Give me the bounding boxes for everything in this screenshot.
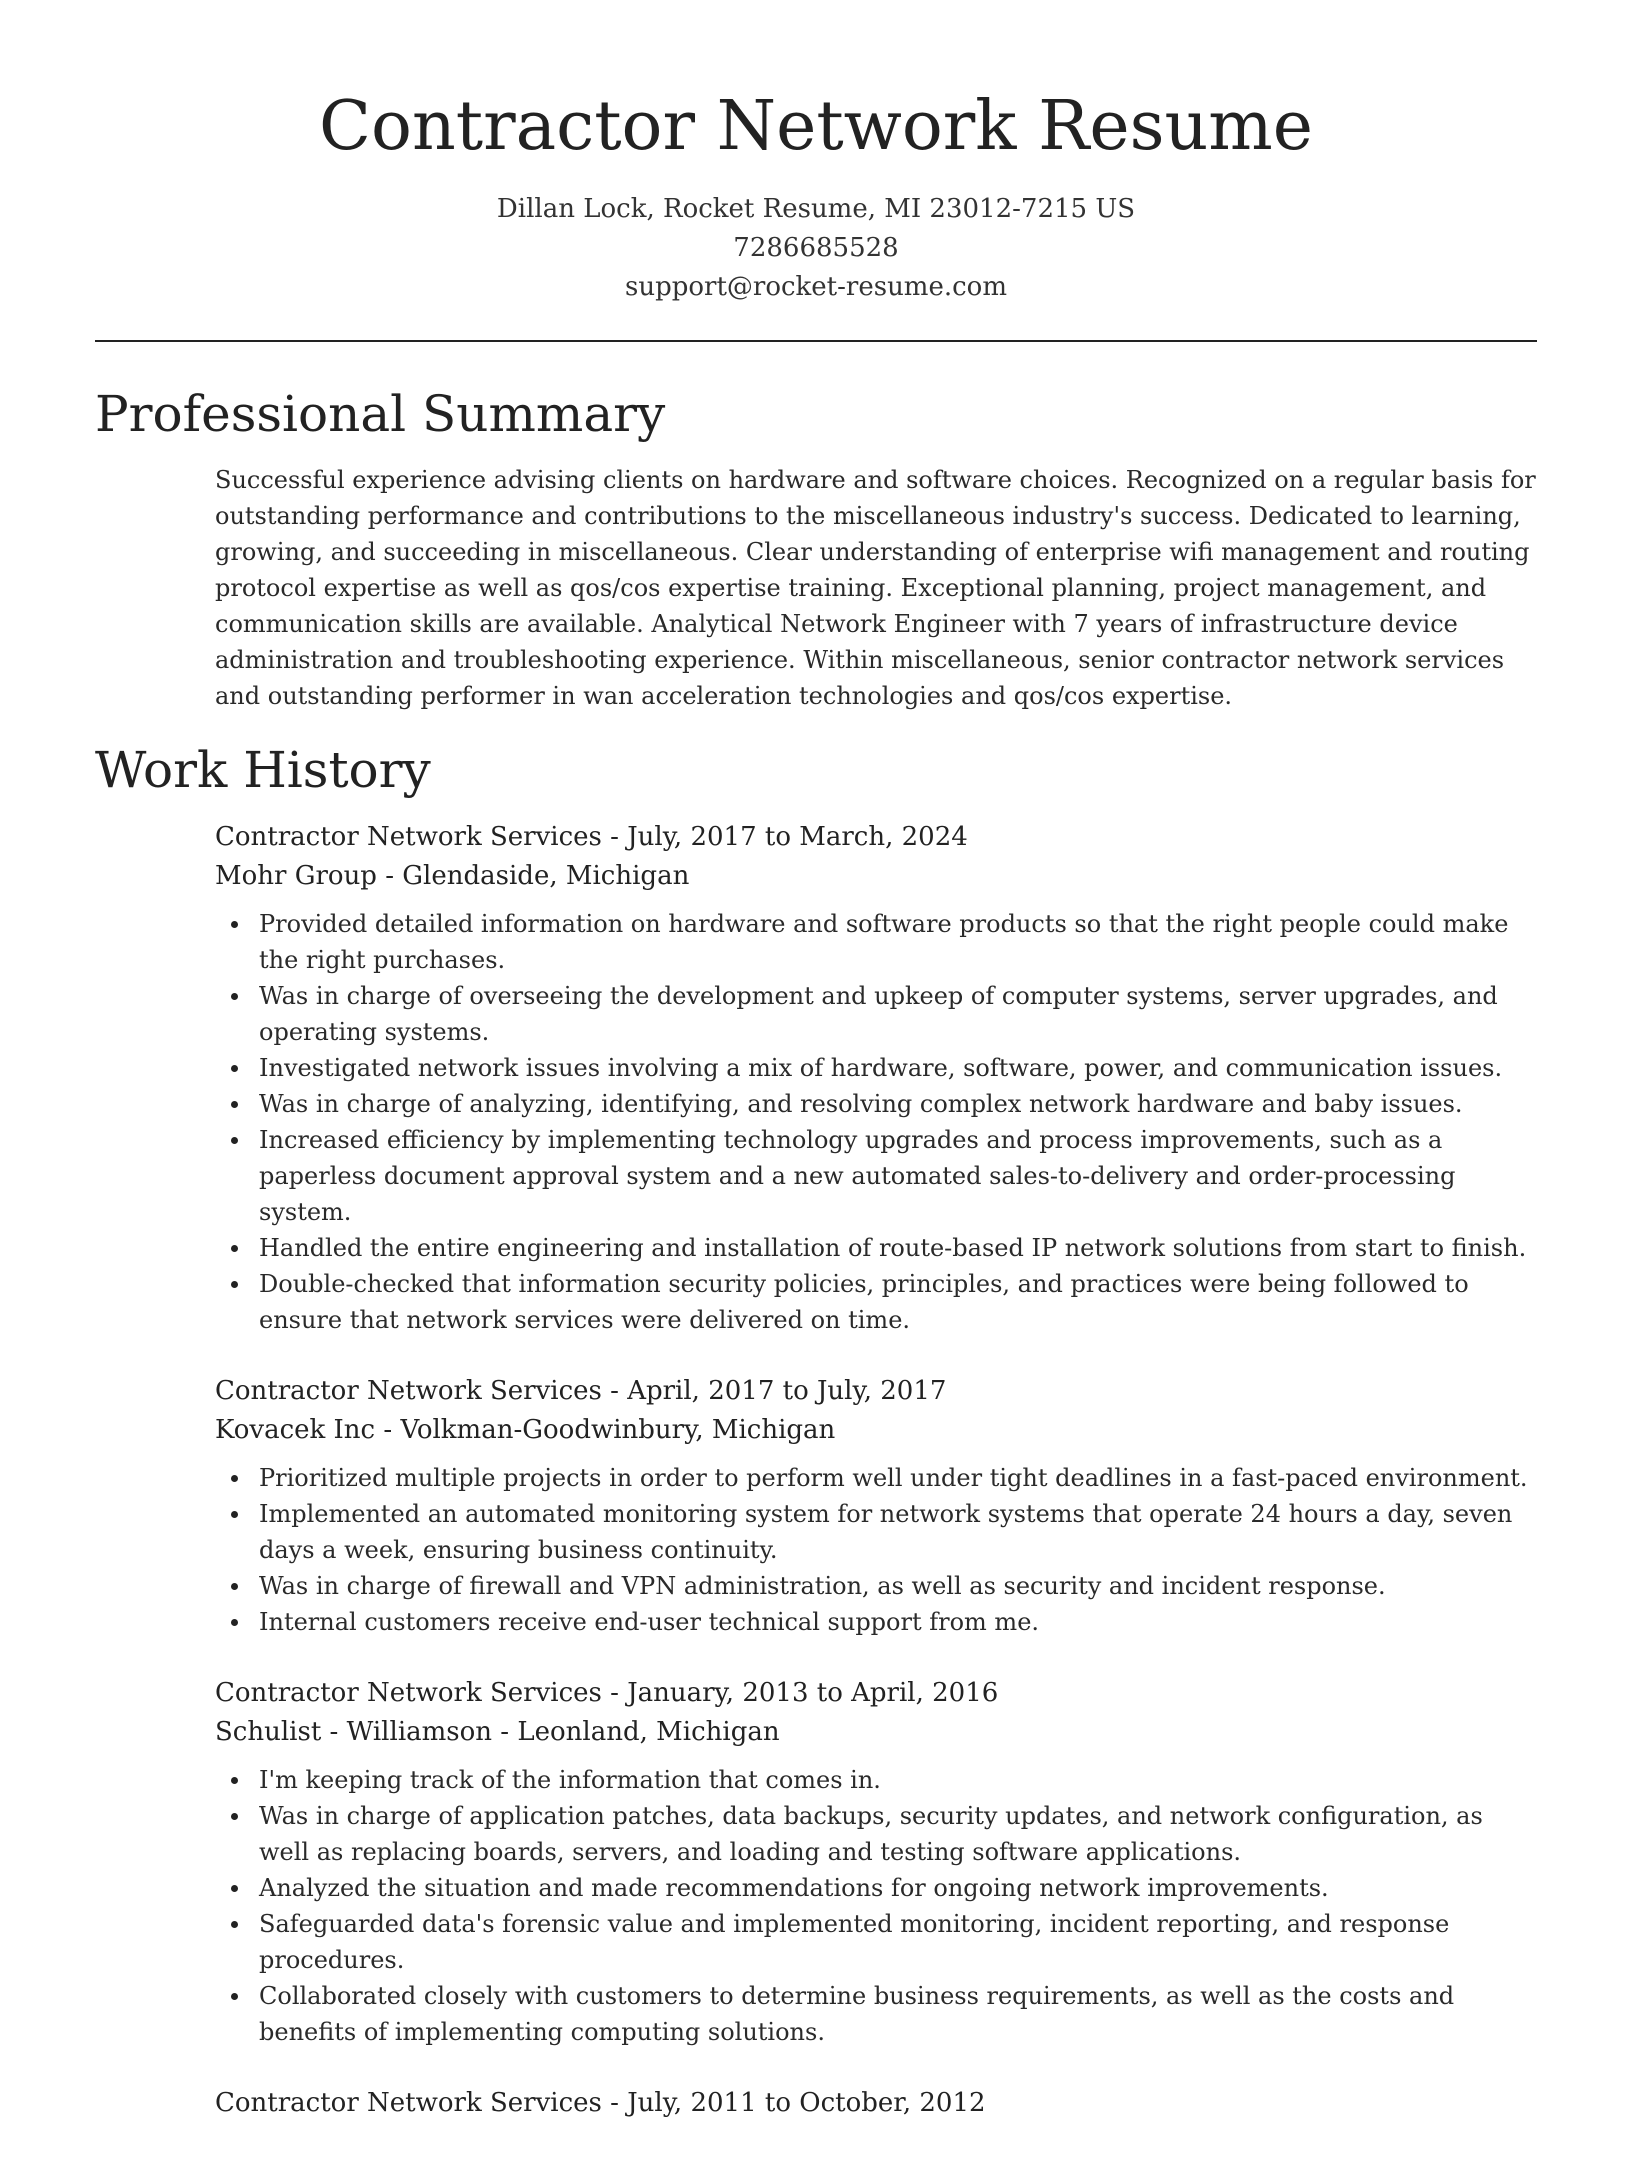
job-bullet: Handled the entire engineering and installation of route-based IP network solutions from start to finish.: [259, 1230, 1537, 1266]
job-dates: - January, 2013 to April, 2016: [601, 1678, 999, 1708]
job-bullet: Collaborated closely with customers to determine business requirements, as well as the costs and benefits of implementing computing solutions.: [259, 1978, 1537, 2050]
contact-email: support@rocket-resume.com: [624, 272, 1007, 302]
job-company: Mohr Group: [215, 861, 377, 891]
job-bullet: Increased efficiency by implementing technology upgrades and process improvements, such as a paperless document approval system and a new automated sales-to-delivery and order-processing system.: [259, 1122, 1537, 1230]
section-heading-summary: Professional Summary: [95, 385, 666, 443]
job-bullet: Prioritized multiple projects in order to perform well under tight deadlines in a fast-paced environment.: [259, 1460, 1537, 1496]
job-entry: [215, 1372, 1537, 1640]
job-bullet: Was in charge of application patches, data backups, security updates, and network configuration, as well as replacing boards, servers, and loading and testing software applications.: [259, 1798, 1537, 1870]
job-bullet: I'm keeping track of the information that comes in.: [259, 1762, 1537, 1798]
job-company: Schulist - Williamson: [215, 1717, 493, 1747]
job-dates: - July, 2017 to March, 2024: [601, 822, 968, 852]
contact-phone: 7286685528: [733, 233, 899, 263]
contact-block: [0, 190, 1632, 307]
job-company-line: [215, 1411, 1537, 1450]
resume-title: Contractor Network Resume: [318, 87, 1313, 166]
job-location: - Leonland, Michigan: [492, 1717, 780, 1747]
summary-text: Successful experience advising clients on hardware and software choices. Recognized on a regular basis for outstanding performance and contributions to the miscellaneous industry's success. Dedicated to learning, growing, and succeeding in miscellaneous. Clear understanding of enterprise wifi management and routing protocol expertise as well as qos/cos expertise training. Exceptional planning, project management, and communication skills are available. Analytical Network Engineer with 7 years of infrastructure device administration and troubleshooting experience. Within miscellaneous, senior contractor network services and outstanding performer in wan acceleration technologies and qos/cos expertise.: [215, 466, 1536, 710]
job-title: Contractor Network Services: [215, 822, 602, 852]
job-bullet: Was in charge of overseeing the development and upkeep of computer systems, server upgrades, and operating systems.: [259, 978, 1537, 1050]
job-bullet: Safeguarded data's forensic value and implemented monitoring, incident reporting, and response procedures.: [259, 1906, 1537, 1978]
job-title: Contractor Network Services: [215, 1376, 602, 1406]
job-location: - Volkman-Goodwinbury, Michigan: [375, 1415, 836, 1445]
job-company-line: [215, 857, 1537, 896]
job-title: Contractor Network Services: [215, 2088, 602, 2118]
job-entry: [215, 1674, 1537, 2050]
work-history-list: [215, 818, 1537, 2157]
section-heading-work-history: Work History: [95, 741, 431, 799]
job-bullet: Implemented an automated monitoring system for network systems that operate 24 hours a day, seven days a week, ensuring business continuity.: [259, 1496, 1537, 1568]
contact-address: Dillan Lock, Rocket Resume, MI 23012-7215 US: [496, 194, 1136, 224]
job-title: Contractor Network Services: [215, 1678, 602, 1708]
job-bullet: Double-checked that information security policies, principles, and practices were being followed to ensure that network services were delivered on time.: [259, 1266, 1537, 1338]
job-company-line: [215, 1713, 1537, 1752]
job-bullets: [215, 1460, 1537, 1640]
job-dates: - April, 2017 to July, 2017: [601, 1376, 947, 1406]
job-bullet: Internal customers receive end-user technical support from me.: [259, 1604, 1537, 1640]
job-location: - Glendaside, Michigan: [376, 861, 690, 891]
job-title-line: [215, 1674, 1537, 1713]
job-title-line: [215, 1372, 1537, 1411]
job-entry: [215, 818, 1537, 1338]
job-title-line: [215, 818, 1537, 857]
job-entry: [215, 2084, 1537, 2123]
job-bullet: Analyzed the situation and made recommendations for ongoing network improvements.: [259, 1870, 1537, 1906]
job-bullet: Was in charge of analyzing, identifying, and resolving complex network hardware and baby issues.: [259, 1086, 1537, 1122]
job-bullet: Was in charge of firewall and VPN administration, as well as security and incident response.: [259, 1568, 1537, 1604]
job-bullet: Provided detailed information on hardware and software products so that the right people could make the right purchases.: [259, 906, 1537, 978]
job-title-line: [215, 2084, 1537, 2123]
job-bullet: Investigated network issues involving a mix of hardware, software, power, and communication issues.: [259, 1050, 1537, 1086]
job-bullets: [215, 1762, 1537, 2050]
job-company: Kovacek Inc: [215, 1415, 376, 1445]
job-bullets: [215, 906, 1537, 1338]
job-dates: - July, 2011 to October, 2012: [601, 2088, 986, 2118]
header-divider: [95, 340, 1537, 342]
